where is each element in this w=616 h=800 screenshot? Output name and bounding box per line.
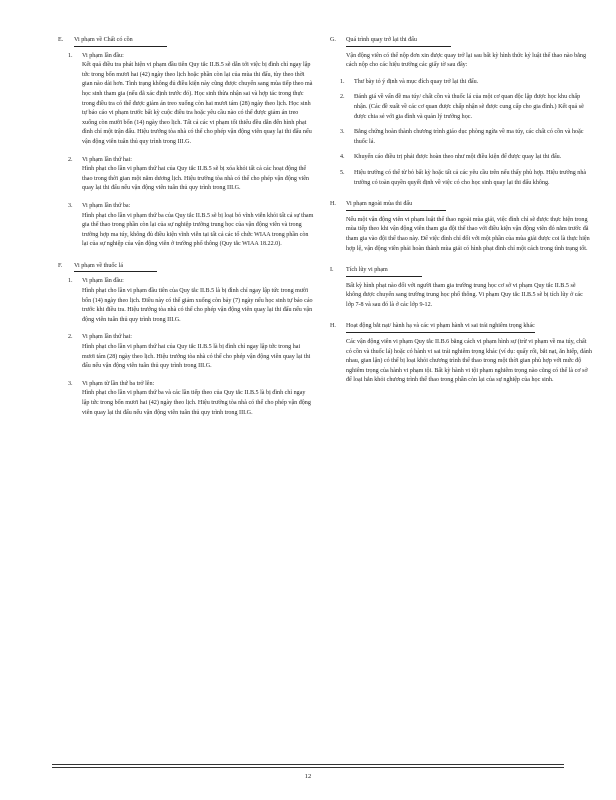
section-heading xyxy=(330,266,592,277)
section-alcohol-violations xyxy=(58,36,314,250)
section-heading xyxy=(330,200,592,211)
item-title: Vi phạm từ lần thứ ba trở lên: xyxy=(82,380,155,387)
section-title: Vi phạm về Chất có cồn xyxy=(74,36,167,47)
section-heading xyxy=(330,322,592,333)
section-cumulative-violations xyxy=(330,266,592,310)
item-title: Vi phạm lần đầu: xyxy=(82,278,124,285)
list-item xyxy=(58,380,314,418)
list-item xyxy=(58,156,314,194)
section-text: Bất kỳ hình phạt nào đối với người tham gia trường trung học cơ sở vi phạm Quy tắc II.B.5 sẽ không được chuyển sang trường trung học phổ thông. Vi phạm Quy tắc II.B.5 sẽ bị tích lũy ở các lớp 7-8 và sau đó là ở các lớp 9-12. xyxy=(346,282,583,308)
section-tobacco-violations xyxy=(58,262,314,418)
item-number: 3. xyxy=(340,129,345,136)
section-heading xyxy=(58,36,314,47)
section-bullying-misconduct xyxy=(330,322,592,386)
item-text: Bằng chứng hoàn thành chương trình giáo dục phòng ngừa về ma túy, các chất có cồn và hoặc thuốc lá. xyxy=(354,129,584,145)
item-text: Hình phạt cho lần vi phạm đầu tiên của Quy tắc II.B.5 là bị đình chỉ ngay lập tức trong mười bốn (14) ngày theo lịch. Điều này có thể giảm xuống còn bảy (7) ngày nếu học sinh tự báo cáo trước khi điều tra. Hiệu trưởng tòa nhà có thể cho phép vận động viên quay lại thi đấu nếu vận động viên tuân thủ quy trình trong III.G. xyxy=(82,288,313,323)
item-text: Kết quả điều tra phát hiện vi phạm đầu tiên Quy tắc II.B.5 sẽ dẫn tới việc bị đình chỉ ngay lập tức trong bốn mươi hai (42) ngày theo lịch hoặc phần còn lại của mùa thi đấu, tùy theo thời gian nào dài hơn. Tình trạng không đủ điều kiện này cũng được chuyển sang mùa tiếp theo mà học sinh tham gia (nếu đã xác định trước đó). Học sinh thừa nhận sai và hợp tác trong thực trong điều tra có thể được giảm án treo xuống còn hai mươi tám (28) ngày theo lịch. Học sinh tự báo cáo vi phạm trước bất kỳ cuộc điều tra hoặc yêu cầu nào có thể được giảm án treo xuống còn mười bốn (14) ngày theo lịch. Tất cả các vi phạm tối thiểu đều dẫn đến hình phạt đình chỉ một trận đấu. Hiệu trưởng tòa nhà có thể cho phép vận động viên quay lại thi đấu nếu vận động viên tuân thủ quy trình trong III.G. xyxy=(82,62,313,145)
section-text: Các vận động viên vi phạm Quy tắc II.B.6 bằng cách vi phạm hình sự (trừ vi phạm về ma túy, chất có cồn và thuốc lá) hoặc có hành vi sai trái nghiêm trọng khác (ví dụ: quấy rối, bắt nạt, ăn hiếp, đánh nhau, gian lận) có thể bị loại khỏi chương trình thể thao trong một thời gian phù hợp với mức độ nghiêm trọng của hành vi phạm tội. Bất kỳ hành vi tội phạm nghiêm trọng nào cũng có thể là cơ sở để loại hẳn khỏi chương trình thể thao trong phần còn lại của sự nghiệp của học sinh. xyxy=(346,339,592,384)
section-letter: F. xyxy=(58,262,63,269)
section-title: Quá trình quay trở lại thi đấu xyxy=(346,36,451,47)
item-text: Thư bày tỏ ý định và mục đích quay trở lại thi đấu. xyxy=(354,78,479,85)
item-text: Hình phạt cho lần vi phạm thứ hai của Quy tắc II.B.5 là bị đình chỉ ngay lập tức trong hai mươi tám (28) ngày theo lịch. Hiệu trưởng tòa nhà có thể cho phép vận động viên quay lại thi đấu nếu vận động viên tuân thủ quy trình trong III.G. xyxy=(82,344,311,370)
item-body xyxy=(82,277,314,325)
footer-divider xyxy=(52,764,564,765)
list-item xyxy=(58,202,314,250)
item-number: 3. xyxy=(68,380,73,387)
item-text: Hình phạt cho lần vi phạm thứ ba và các lần tiếp theo của Quy tắc II.B.5 là bị đình chỉ ngay lập tức trong bốn mươi hai (42) ngày theo lịch. Hiệu trưởng tòa nhà có thể cho phép vận động viên quay lại thi đấu nếu vận động viên tuân thủ quy trình trong III.G. xyxy=(82,390,311,416)
item-body xyxy=(82,52,314,148)
section-letter: I. xyxy=(330,267,334,274)
section-intro: Vận động viên có thể nộp đơn xin được quay trở lại sau bất kỳ hình thức kỷ luật thể thao nào bằng cách nộp cho các hiệu trưởng các giấy tờ sau đây: xyxy=(346,52,586,69)
item-text: Hiệu trưởng có thể từ bỏ bất kỳ hoặc tất cả các yêu cầu trên nếu thấy phù hợp. Hiệu trưởng nhà trường có toàn quyền quyết định về việc có cho học sinh quay lại thi đấu không. xyxy=(354,169,587,186)
section-title: Tích lũy vi phạm xyxy=(346,266,422,277)
section-title: Vi phạm về thuốc lá xyxy=(74,262,157,273)
list-item xyxy=(330,128,592,147)
list-item xyxy=(58,277,314,325)
section-letter: E. xyxy=(58,37,64,43)
footer-divider xyxy=(52,767,564,768)
list-item xyxy=(330,78,592,88)
item-text: Hình phạt cho lần vi phạm thứ ba của Quy tắc II.B.5 sẽ bị loại bỏ vĩnh viễn khỏi tất cả sự tham gia thể thao trong phần còn lại của sự nghiệp trường trung học của vận động viên và trong trường hợp ma túy, không đủ điều kiện vĩnh viễn tại tất cả các tổ chức WIAA trong phần còn lại của sự nghiệp của vận động viên ở trường phổ thông (Quy tắc WIAA 18.22.0). xyxy=(82,212,314,248)
item-body xyxy=(82,202,314,250)
section-heading xyxy=(330,36,592,47)
section-text: Nếu một vận động viên vi phạm luật thể thao ngoài mùa giải, việc đình chỉ sẽ được thực hiện trong mùa tiếp theo khi vận động viên tham gia đội thể thao với điều kiện vận động viên đó nằm trước đã tham gia vào đội thể thao này. Để việc đình chỉ đối với một phần của mùa giải được coi là thực hiện hợp lệ, vận động viên phải hoàn thành mùa giải có hình phạt đình chỉ một cách trong tình trạng tốt. xyxy=(346,216,590,252)
item-text: Khuyến cáo điều trị phải được hoàn theo như một điều kiện để được quay lại thi đấu. xyxy=(354,154,562,161)
page-number: 12 xyxy=(304,773,312,780)
section-letter: H. xyxy=(330,201,336,208)
section-title: Vi phạm ngoài mùa thi đấu xyxy=(346,200,446,211)
list-item xyxy=(58,52,314,148)
item-number: 2. xyxy=(340,94,345,101)
list-item xyxy=(58,333,314,371)
list-item xyxy=(330,169,592,188)
section-letter: H. xyxy=(330,323,336,330)
item-number: 2. xyxy=(68,334,73,341)
section-letter: G. xyxy=(330,37,336,43)
item-number: 1. xyxy=(68,52,73,59)
item-body xyxy=(82,156,314,194)
left-column xyxy=(58,36,314,430)
list-item xyxy=(330,153,592,163)
section-heading xyxy=(58,262,314,273)
item-number: 3. xyxy=(68,202,73,209)
item-text: Hình phạt cho lần vi phạm thứ hai của Quy tắc II.B.5 sẽ bị xóa khỏi tất cả các hoạt động thể thao trong thời gian một năm dương lịch. Hiệu trưởng tòa nhà có thể cho phép vận động viên quay lại thi đấu nếu vận động viên tuân thủ quy trình trong III.G. xyxy=(82,166,309,192)
item-text: Đánh giá về vấn đề ma túy/ chất cồn và thuốc lá của một cơ quan độc lập được học khu chấp nhận. (Các đề xuất về các cơ quan được chấp nhận sẽ được cung cấp cho gia đình.) Kết quả sẽ được chia sẻ với gia đình và quản lý trường học. xyxy=(354,94,584,120)
item-number: 1. xyxy=(340,78,345,85)
item-title: Vi phạm lần đầu: xyxy=(82,52,124,59)
section-return-to-play xyxy=(330,36,592,188)
item-number: 1. xyxy=(68,278,73,285)
item-number: 2. xyxy=(68,156,73,163)
item-title: Vi phạm lần thứ hai: xyxy=(82,156,132,163)
item-number: 5. xyxy=(340,169,345,176)
item-number: 4. xyxy=(340,154,345,161)
section-off-season-violations xyxy=(330,200,592,254)
right-column xyxy=(330,36,592,398)
section-title: Hoạt động bắt nạt/ hành hạ và các vi phạm hành vi sai trái nghiêm trọng khác xyxy=(346,322,535,333)
item-title: Vi phạm lần thứ ba: xyxy=(82,202,131,209)
item-body xyxy=(82,333,314,371)
list-item xyxy=(330,93,592,122)
item-title: Vi phạm lần thứ hai: xyxy=(82,334,132,341)
item-body xyxy=(82,380,314,418)
